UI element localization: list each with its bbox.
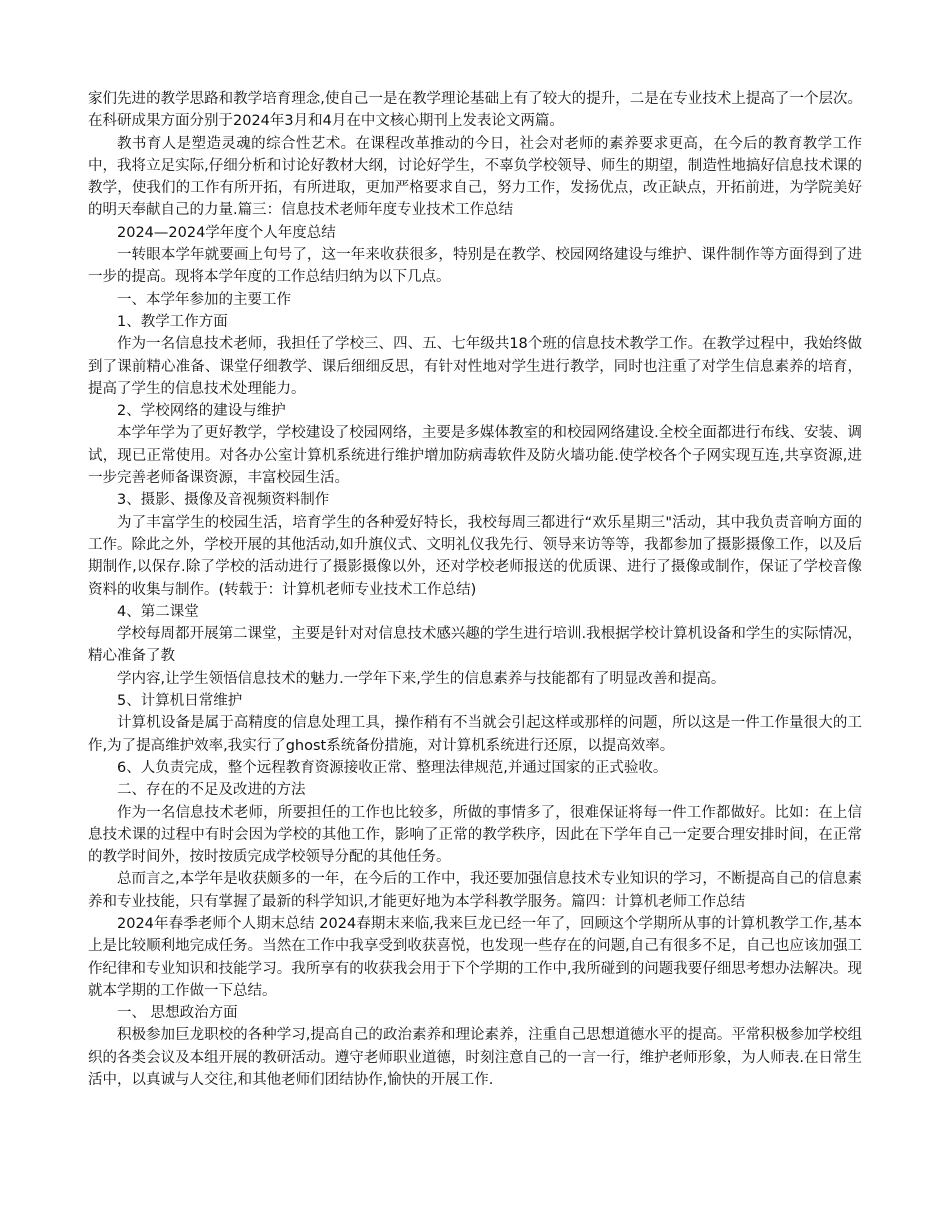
paragraph: 作为一名信息技术老师，我担任了学校三、四、五、七年级共18个班的信息技术教学工作。在教学过程中，我始终做到了课前精心准备、课堂仔细教学、课后细细反思，有针对性地对学生进行教学，同时也注重了对学生信息素养的培育，提高了学生的信息技术处理能力。	[88, 336, 862, 397]
paragraph: 4、第二课堂	[117, 603, 199, 620]
paragraph: 2024年春季老师个人期末总结 2024春期末来临,我来巨龙已经一年了，回顾这个学期所从事的计算机教学工作,基本上是比较顺利地完成任务。当然在工作中我享受到收获喜悦，也发现一些存在的问题,自己有很多不足，自己也应该加强工作纪律和专业知识和技能学习。我所享有的收获我会用于下个学期的工作中,我所碰到的问题我要仔细思考想办法解决。现就本学期的工作做一下总结。	[88, 915, 862, 999]
paragraph: 学内容,让学生领悟信息技术的魅力.一学年下来,学生的信息素养与技能都有了明显改善和提高。	[117, 670, 726, 687]
paragraph: 家们先进的教学思路和教学培育理念,使自己一是在教学理论基础上有了较大的提升，二是在专业技术上提高了一个层次。在科研成果方面分别于2024年3月和4月在中文核心期刊上发表论文两篇。	[88, 91, 862, 130]
paragraph: 2024—2024学年度个人年度总结	[117, 224, 336, 241]
paragraph: 积极参加巨龙职校的各种学习,提高自己的政治素养和理论素养，注重自己思想道德水平的提高。平常积极参加学校组织的各类会议及本组开展的教研活动。遵守老师职业道德，时刻注意自己的一言一行，维护老师形象，为人师表.在日常生活中，以真诚与人交往,和其他老师们团结协作,愉快的开展工作.	[88, 1027, 862, 1089]
paragraph: 一、 思想政治方面	[117, 1005, 238, 1022]
paragraph: 5、计算机日常维护	[117, 693, 243, 710]
paragraph: 本学年学为了更好教学，学校建设了校园网络，主要是多媒体教室的和校园网络建设.全校全面都进行布线、安装、调试，现已正常使用。对各办公室计算机系统进行维护增加防病毒软件及防火墙功能.使学校各个子网实现互连,共享资源,进一步完善老师备课资源，丰富校园生活。	[88, 425, 862, 487]
paragraph: 一转眼本学年就要画上句号了，这一年来收获很多，特别是在教学、校园网络建设与维护、课件制作等方面得到了进一步的提高。现将本学年度的工作总结归纳为以下几点。	[88, 247, 862, 286]
paragraph: 1、教学工作方面	[117, 313, 228, 330]
paragraph: 一、本学年参加的主要工作	[117, 291, 291, 308]
paragraph: 2、学校网络的建设与维护	[117, 403, 286, 420]
paragraph: 3、摄影、摄像及音视频资料制作	[117, 492, 330, 509]
paragraph: 6、人负责完成，整个远程教育资源接收正常、整理法律规范,并通过国家的正式验收。	[117, 759, 668, 776]
paragraph: 作为一名信息技术老师，所要担任的工作也比较多，所做的事情多了，很难保证将每一件工作都做好。比如：在上信息技术课的过程中有时会因为学校的其他工作，影响了正常的教学秩序，因此在下学年自己一定要合理安排时间，在正常的教学时间外，按时按质完成学校领导分配的其他任务。	[88, 804, 862, 866]
paragraph: 计算机设备是属于高精度的信息处理工具，操作稍有不当就会引起这样或那样的问题，所以这是一件工作量很大的工作,为了提高维护效率,我实行了ghost系统备份措施，对计算机系统进行还原，以提高效率。	[88, 715, 862, 754]
paragraph: 为了丰富学生的校园生活，培育学生的各种爱好特长，我校每周三都进行“欢乐星期三"活动，其中我负责音响方面的工作。除此之外，学校开展的其他活动,如升旗仪式、文明礼仪我先行、领导来访等等，我都参加了摄影摄像工作，以及后期制作,以保存.除了学校的活动进行了摄影摄像以外，还对学校老师报送的优质课、进行了摄像或制作，保证了学校音像资料的收集与制作。(转载于：计算机老师专业技术工作总结)	[88, 514, 862, 598]
paragraph: 学校每周都开展第二课堂，主要是针对对信息技术感兴趣的学生进行培训.我根据学校计算机设备和学生的实际情况，精心准备了教	[88, 626, 862, 665]
paragraph: 教书育人是塑造灵魂的综合性艺术。在课程改革推动的今日，社会对老师的素养要求更高，在今后的教育教学工作中，我将立足实际,仔细分析和讨论好教材大纲，讨论好学生，不辜负学校领导、师生的期望，制造性地搞好信息技术课的教学，使我们的工作有所开拓，有所进取，更加严格要求自己，努力工作，发扬优点，改正缺点，开拓前进，为学院美好的明天奉献自己的力量.篇三：信息技术老师年度专业技术工作总结	[88, 135, 862, 219]
paragraph: 总而言之,本学年是收获颇多的一年，在今后的工作中，我还要加强信息技术专业知识的学习，不断提高自己的信息素养和专业技能，只有掌握了最新的科学知识,才能更好地为本学科教学服务。篇四：计算机老师工作总结	[88, 871, 862, 910]
paragraph: 二、存在的不足及改进的方法	[117, 782, 306, 799]
document-body	[88, 88, 862, 1091]
